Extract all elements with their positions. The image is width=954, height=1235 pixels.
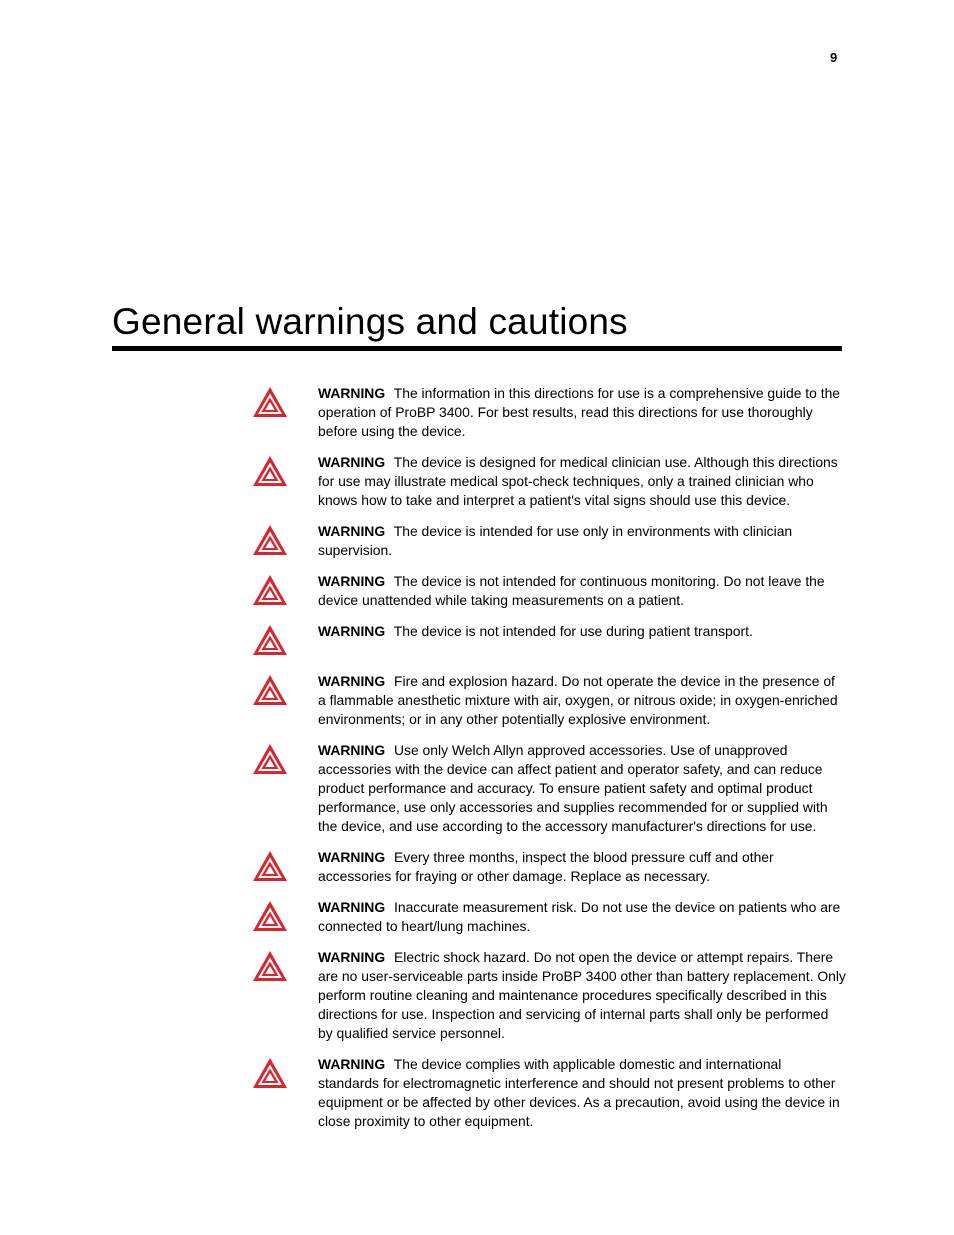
warning-triangle-icon (252, 455, 288, 487)
warning-body: Fire and explosion hazard. Do not operate the device in the presence of a flammable anesthetic mixture with air, oxygen, or nitrous oxide; in oxygen-enriched environments; or in any other potentially explosive environment. (318, 673, 838, 727)
warning-item (250, 622, 850, 660)
page-title: General warnings and cautions (112, 301, 628, 342)
warning-text (318, 522, 846, 560)
warning-body: The device complies with applicable domestic and international standards for electromagnetic interference and should not present problems to other equipment or be affected by other devices. As a precaution, avoid using the device in close proximity to other equipment. (318, 1056, 840, 1129)
warning-label: WARNING (318, 385, 386, 401)
warning-triangle-icon (252, 1057, 288, 1089)
warning-label: WARNING (318, 623, 386, 639)
warning-item (250, 453, 850, 510)
warning-label: WARNING (318, 849, 386, 865)
warning-label: WARNING (318, 949, 386, 965)
warning-text (318, 453, 846, 510)
warning-body: The information in this directions for use is a comprehensive guide to the operation of ProBP 3400. For best results, read this directions for use thoroughly before using the device. (318, 385, 841, 439)
title-rule (112, 346, 842, 351)
warning-text (318, 848, 846, 886)
warning-item (250, 1055, 850, 1131)
warning-triangle-icon (252, 386, 288, 418)
warning-item (250, 741, 850, 836)
warning-item (250, 672, 850, 729)
warning-triangle-icon (252, 624, 288, 656)
warning-body: The device is not intended for continuous monitoring. Do not leave the device unattended while taking measurements on a patient. (318, 573, 825, 608)
warning-item (250, 522, 850, 560)
warning-item (250, 848, 850, 886)
warning-label: WARNING (318, 1056, 386, 1072)
warning-body: Inaccurate measurement risk. Do not use the device on patients who are connected to heart/lung machines. (318, 899, 841, 934)
warning-label: WARNING (318, 899, 386, 915)
page-number: 9 (830, 50, 838, 65)
warning-text (318, 672, 846, 729)
warning-triangle-icon (252, 524, 288, 556)
warning-text (318, 572, 846, 610)
warning-text (318, 1055, 846, 1131)
warning-text (318, 384, 846, 441)
warning-label: WARNING (318, 523, 386, 539)
warning-text (318, 898, 846, 936)
warning-label: WARNING (318, 673, 386, 689)
warning-triangle-icon (252, 574, 288, 606)
warning-body: The device is not intended for use during patient transport. (393, 623, 753, 639)
warning-triangle-icon (252, 674, 288, 706)
warning-body: Electric shock hazard. Do not open the device or attempt repairs. There are no user-serviceable parts inside ProBP 3400 other than battery replacement. Only perform routine cleaning and maintenance procedures specifically described in this directions for use. Inspection and servicing of internal parts shall only be performed by qualified service personnel. (318, 949, 846, 1041)
warning-label: WARNING (318, 454, 386, 470)
warnings-list (250, 384, 850, 1143)
warning-item (250, 898, 850, 936)
warning-item (250, 384, 850, 441)
warning-item (250, 948, 850, 1043)
warning-triangle-icon (252, 850, 288, 882)
warning-text (318, 948, 846, 1043)
warning-body: The device is intended for use only in environments with clinician supervision. (318, 523, 793, 558)
warning-text (318, 741, 846, 836)
warning-triangle-icon (252, 950, 288, 982)
warning-triangle-icon (252, 900, 288, 932)
warning-body: Use only Welch Allyn approved accessories. Use of unapproved accessories with the device can affect patient and operator safety, and can reduce product performance and accuracy. To ensure patient safety and optimal product performance, use only accessories and supplies recommended for or supplied with the device, and use according to the accessory manufacturer's directions for use. (318, 742, 828, 834)
warning-text (318, 622, 846, 641)
warning-body: The device is designed for medical clinician use. Although this directions for use may illustrate medical spot-check techniques, only a trained clinician who knows how to take and interpret a patient's vital signs should use this device. (318, 454, 838, 508)
warning-body: Every three months, inspect the blood pressure cuff and other accessories for fraying or other damage. Replace as necessary. (318, 849, 774, 884)
warning-item (250, 572, 850, 610)
warning-label: WARNING (318, 742, 386, 758)
warning-label: WARNING (318, 573, 386, 589)
warning-triangle-icon (252, 743, 288, 775)
